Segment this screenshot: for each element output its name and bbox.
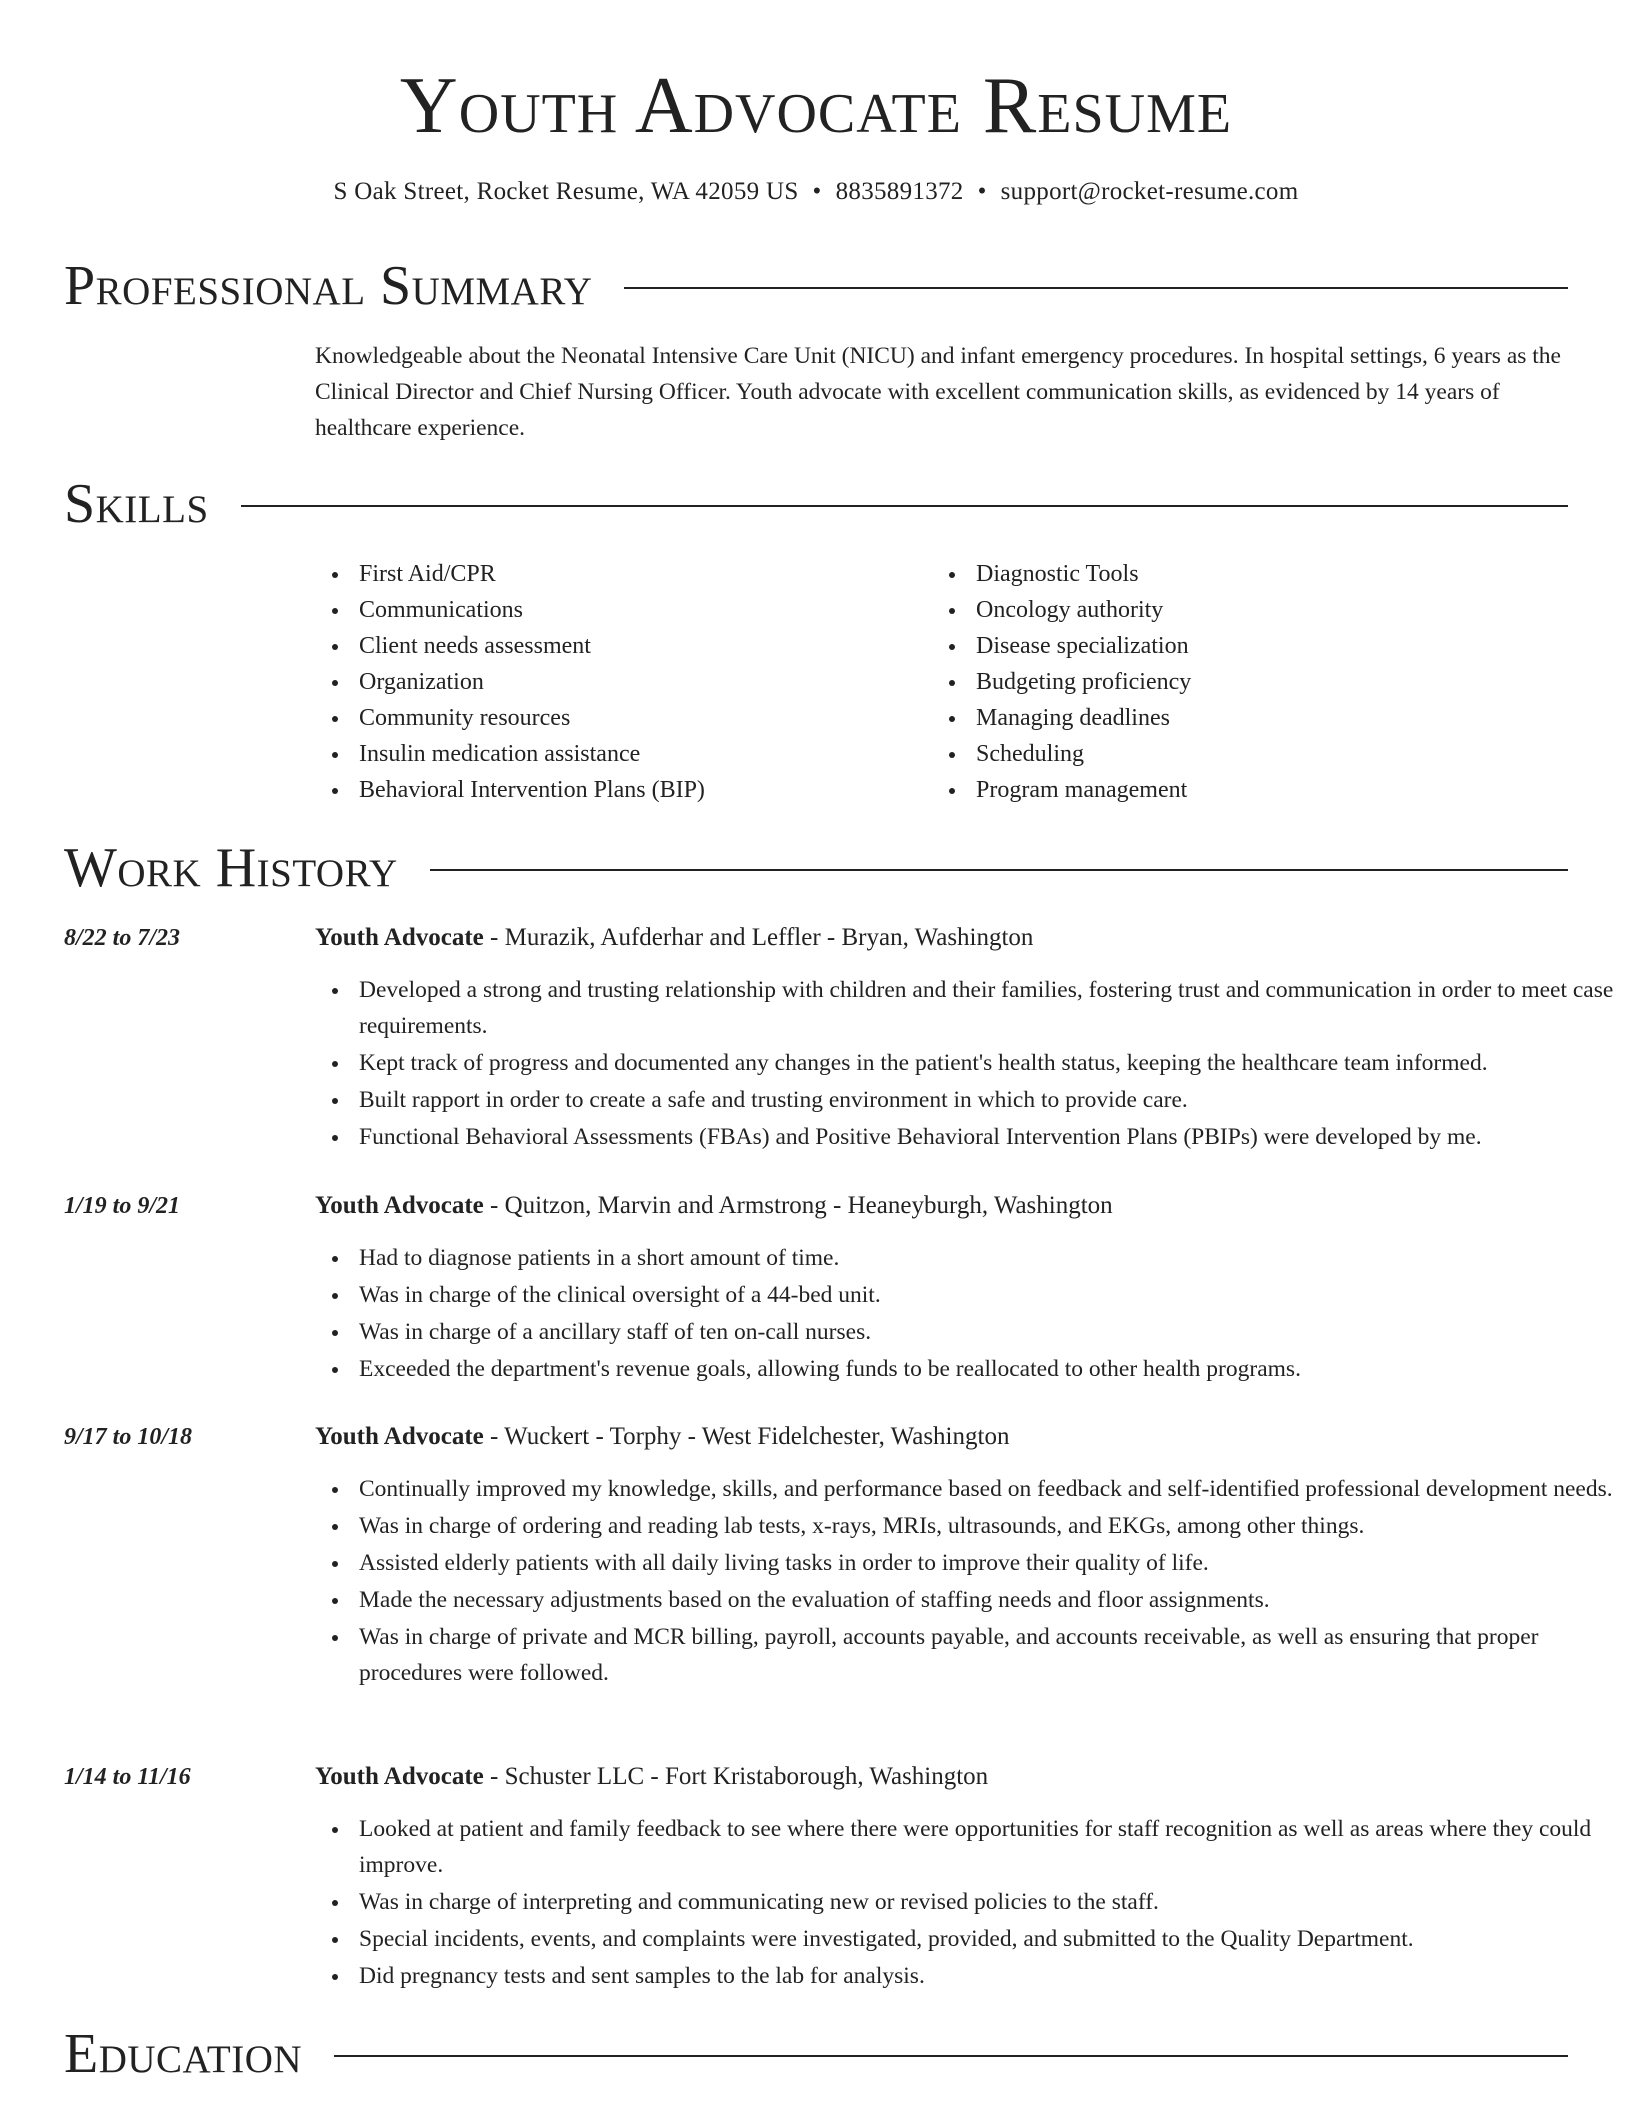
skills-list-right: [932, 556, 1191, 808]
job-heading: [315, 1419, 1009, 1455]
skill-item: First Aid/CPR: [359, 556, 705, 592]
section-title-work: Work History: [64, 837, 398, 899]
job-heading: [315, 1188, 1113, 1224]
section-divider: [624, 287, 1568, 289]
contact-phone: 8835891372: [835, 178, 964, 205]
job-title: Youth Advocate: [315, 1192, 484, 1219]
section-divider: [241, 505, 1568, 507]
job-bullet: Assisted elderly patients with all daily living tasks in order to improve their quality of life.: [359, 1545, 1629, 1581]
job-bullet: Special incidents, events, and complaints were investigated, provided, and submitted to the Quality Department.: [359, 1921, 1629, 1957]
job-bullet: Was in charge of a ancillary staff of ten on-call nurses.: [359, 1314, 1629, 1350]
section-title-skills: Skills: [64, 473, 209, 535]
skill-item: Insulin medication assistance: [359, 736, 705, 772]
job-bullet: Looked at patient and family feedback to see where there were opportunities for staff recognition as well as areas where they could improve.: [359, 1811, 1629, 1883]
contact-address: S Oak Street, Rocket Resume, WA 42059 US: [333, 178, 799, 205]
job-bullet: Was in charge of the clinical oversight of a 44-bed unit.: [359, 1277, 1629, 1313]
job-bullet: Was in charge of interpreting and communicating new or revised policies to the staff.: [359, 1884, 1629, 1920]
job-employer: - Wuckert - Torphy - West Fidelchester, Washington: [483, 1423, 1010, 1450]
section-title-summary: Professional Summary: [64, 255, 593, 317]
job-bullet: Was in charge of ordering and reading lab tests, x-rays, MRIs, ultrasounds, and EKGs, among other things.: [359, 1508, 1629, 1544]
skill-item: Behavioral Intervention Plans (BIP): [359, 772, 705, 808]
job-dates: 8/22 to 7/23: [64, 925, 181, 951]
job-dates: 1/19 to 9/21: [64, 1193, 181, 1219]
contact-separator: •: [812, 178, 822, 205]
job-bullet: Functional Behavioral Assessments (FBAs) and Positive Behavioral Intervention Plans (PBIPs) were developed by me.: [359, 1119, 1629, 1155]
job-heading: [315, 1759, 988, 1795]
skill-item: Budgeting proficiency: [976, 664, 1191, 700]
skill-item: Organization: [359, 664, 705, 700]
job-title: Youth Advocate: [315, 1763, 484, 1790]
job-employer: - Schuster LLC - Fort Kristaborough, Washington: [483, 1763, 989, 1790]
job-bullet: Developed a strong and trusting relationship with children and their families, fostering trust and communication in order to meet case requirements.: [359, 972, 1629, 1044]
section-work-header: [64, 836, 1568, 900]
job-employer: - Murazik, Aufderhar and Leffler - Bryan, Washington: [483, 924, 1034, 951]
skill-item: Communications: [359, 592, 705, 628]
skill-item: Program management: [976, 772, 1191, 808]
job-bullet: Kept track of progress and documented any changes in the patient's health status, keeping the healthcare team informed.: [359, 1045, 1629, 1081]
skill-item: Disease specialization: [976, 628, 1191, 664]
section-skills-header: [64, 472, 1568, 536]
job-bullet: Had to diagnose patients in a short amount of time.: [359, 1240, 1629, 1276]
job-title: Youth Advocate: [315, 1423, 484, 1450]
section-summary-header: [64, 254, 1568, 318]
job-bullets: [315, 972, 1629, 1156]
resume-title: Youth Advocate Resume: [399, 62, 1233, 150]
contact-email[interactable]: support@rocket-resume.com: [1000, 178, 1299, 205]
section-divider: [334, 2055, 1568, 2057]
skills-list-left: [315, 556, 705, 808]
job-title: Youth Advocate: [315, 924, 484, 951]
section-title-education: Education: [64, 2023, 303, 2085]
skill-item: Scheduling: [976, 736, 1191, 772]
skill-item: Oncology authority: [976, 592, 1191, 628]
job-bullet: Did pregnancy tests and sent samples to the lab for analysis.: [359, 1958, 1629, 1994]
job-dates: 9/17 to 10/18: [64, 1424, 193, 1450]
summary-text: Knowledgeable about the Neonatal Intensive Care Unit (NICU) and infant emergency procedures. In hospital settings, 6 years as the Clinical Director and Chief Nursing Officer. Youth advocate with excellent communication skills, as evidenced by 14 years of healthcare experience.: [315, 343, 1561, 441]
skill-item: Client needs assessment: [359, 628, 705, 664]
job-bullets: [315, 1811, 1629, 1995]
section-education-header: [64, 2022, 1568, 2086]
job-bullets: [315, 1240, 1629, 1388]
job-heading: [315, 920, 1033, 956]
skill-item: Diagnostic Tools: [976, 556, 1191, 592]
skill-item: Community resources: [359, 700, 705, 736]
job-bullet: Made the necessary adjustments based on the evaluation of staffing needs and floor assignments.: [359, 1582, 1629, 1618]
section-divider: [430, 869, 1568, 871]
contact-line: [0, 174, 1632, 210]
skill-item: Managing deadlines: [976, 700, 1191, 736]
job-bullet: Was in charge of private and MCR billing, payroll, accounts payable, and accounts receivable, as well as ensuring that proper procedures were followed.: [359, 1619, 1629, 1691]
contact-separator: •: [977, 178, 987, 205]
job-bullet: Exceeded the department's revenue goals, allowing funds to be reallocated to other health programs.: [359, 1351, 1629, 1387]
job-dates: 1/14 to 11/16: [64, 1764, 191, 1790]
job-bullet: Continually improved my knowledge, skills, and performance based on feedback and self-identified professional development needs.: [359, 1471, 1629, 1507]
job-bullets: [315, 1471, 1629, 1692]
job-bullet: Built rapport in order to create a safe and trusting environment in which to provide care.: [359, 1082, 1629, 1118]
job-employer: - Quitzon, Marvin and Armstrong - Heaneyburgh, Washington: [483, 1192, 1113, 1219]
